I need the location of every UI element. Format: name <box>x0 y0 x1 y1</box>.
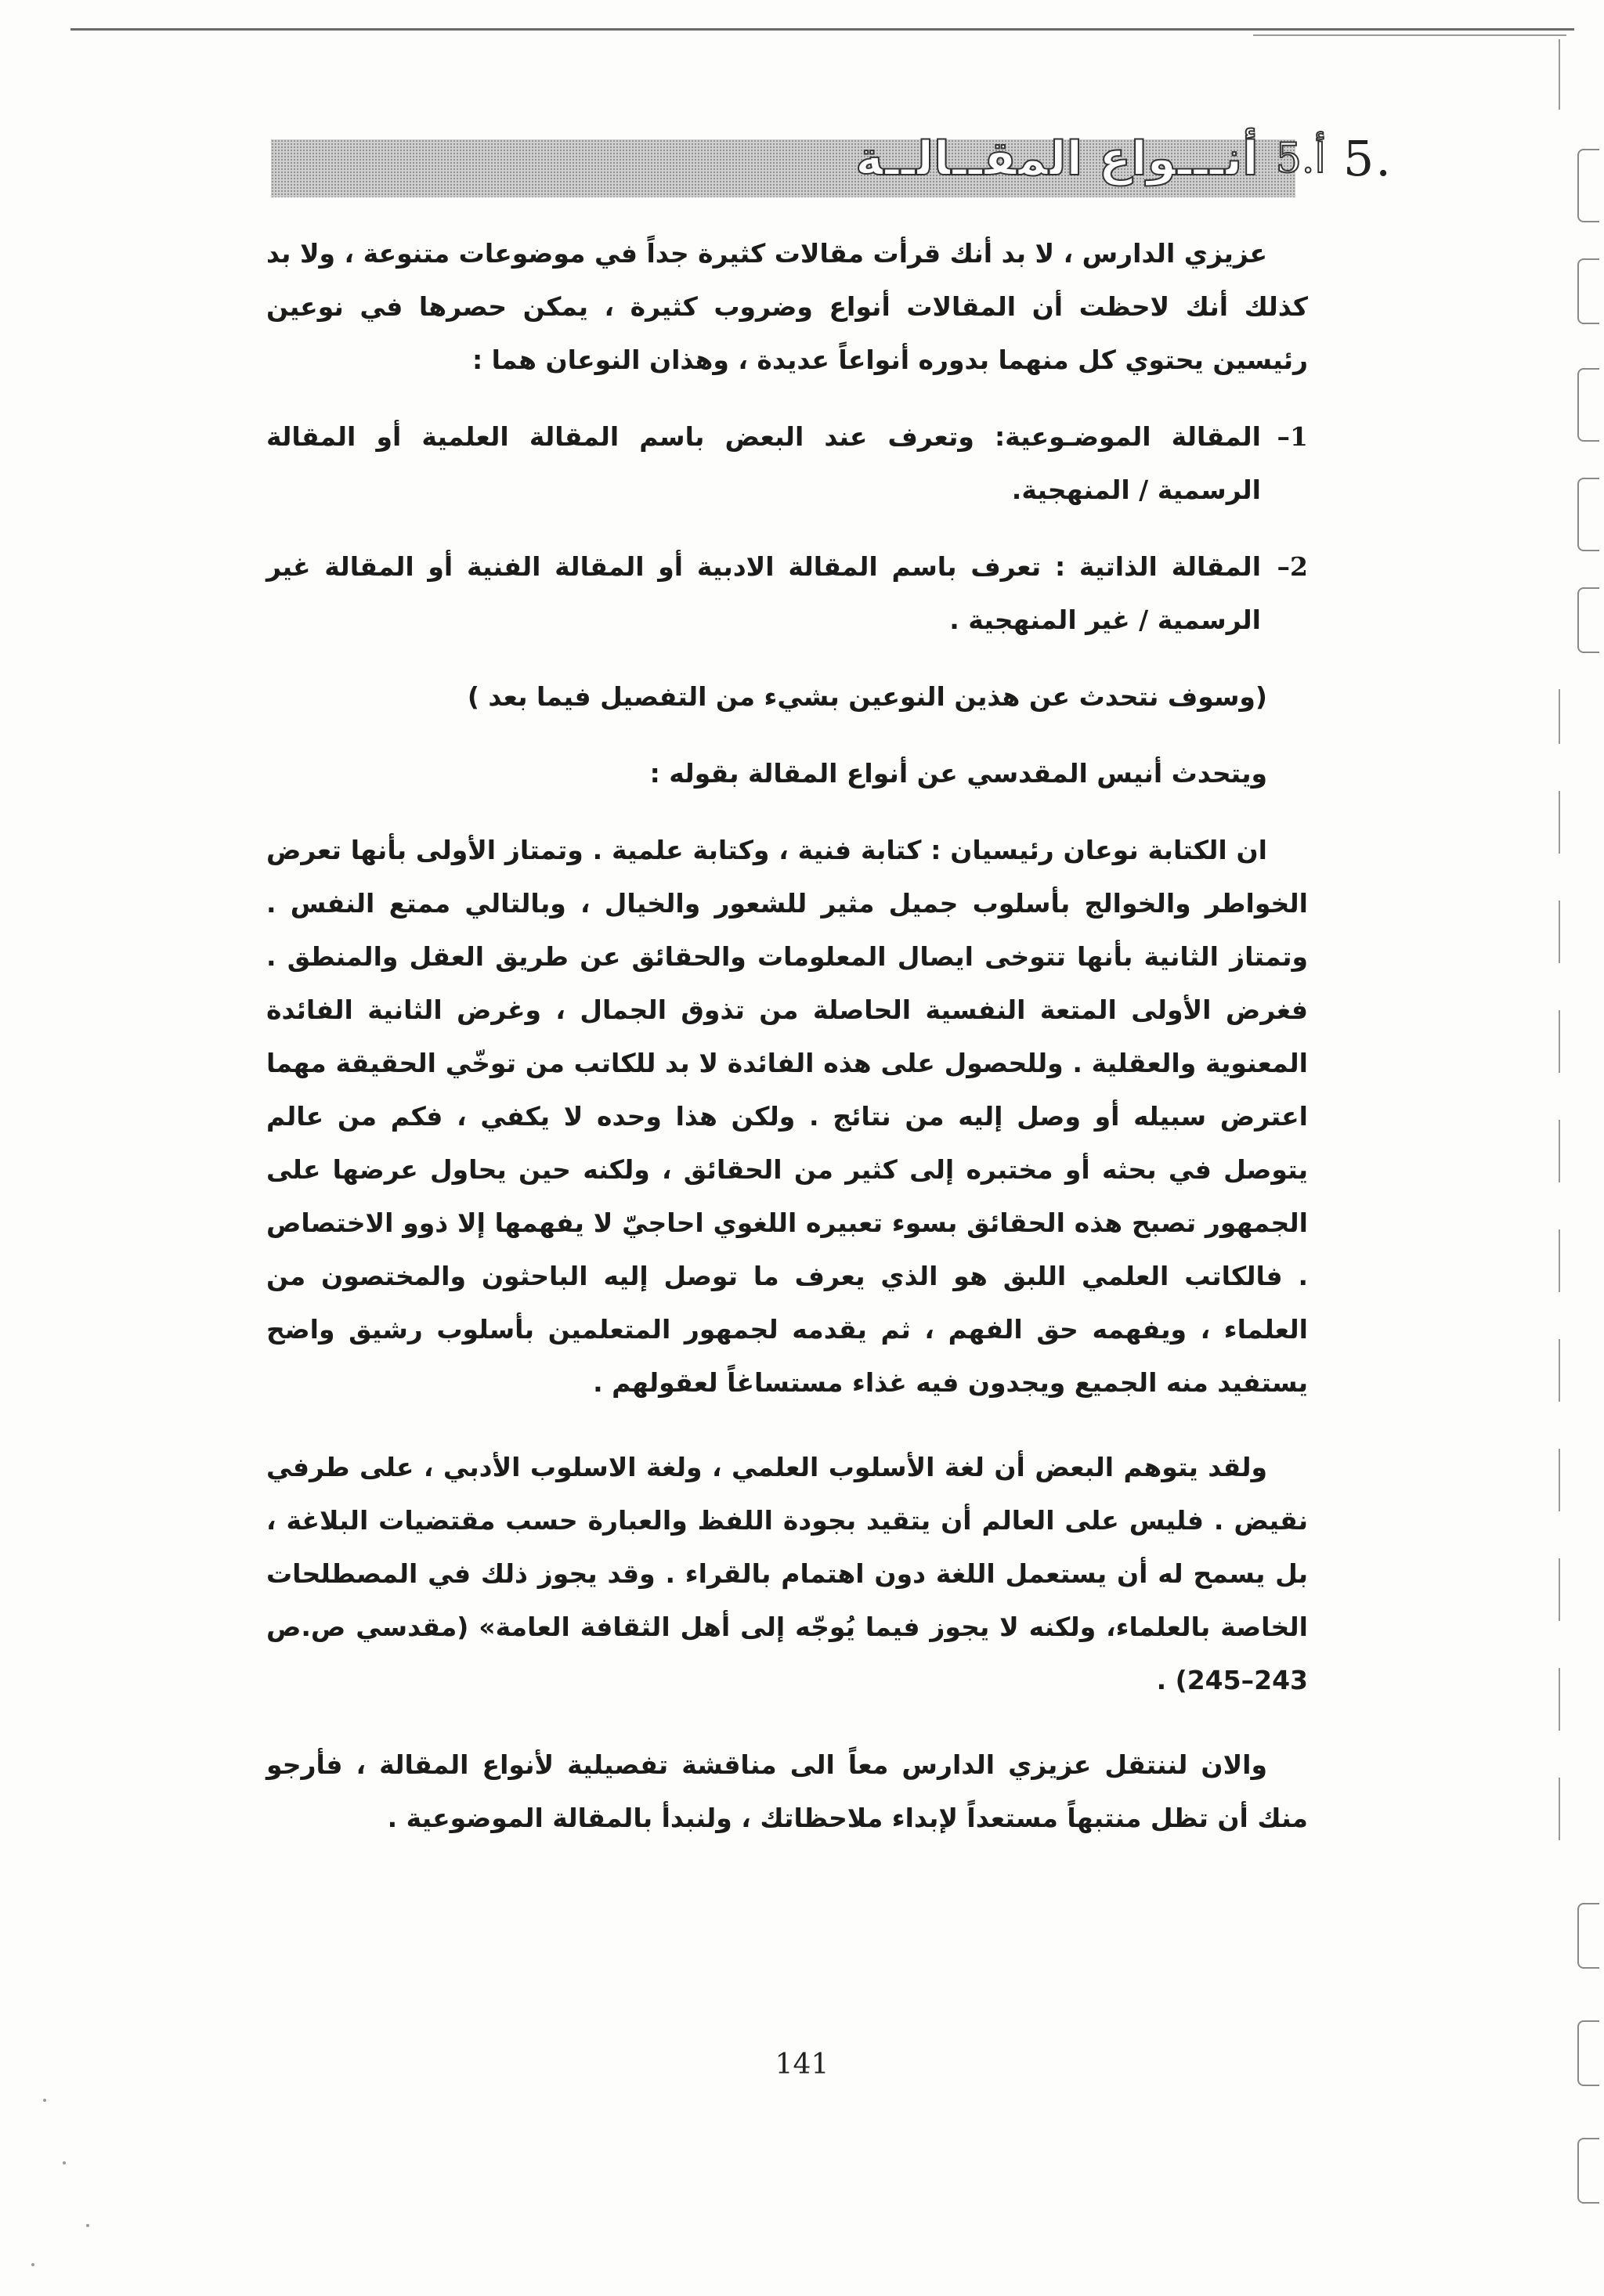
section-number: 5. <box>1342 130 1393 187</box>
binding-edge-line <box>1559 1229 1560 1292</box>
quote-paragraph: ان الكتابة نوعان رئيسيان : كتابة فنية ، وكتابة علمية . وتمتاز الأولى بأنها تعرض الخواطر والخوالج بأسلوب جميل مثير للشعور والخيال ، وبالتالي ممتع النفس . وتمتاز الثانية بأنها تتوخى ايصال المعلومات والحقائق عن طريق العقل والمنطق . فغرض الأولى المتعة النفسية الحاصلة من تذوق الجمال ، وغرض الثانية الفائدة المعنوية والعقلية . وللحصول على هذه الفائدة لا بد للكاتب من توخّي الحقيقة مهما اعترض سبيله أو وصل إليه من نتائج . ولكن هذا وحده لا يكفي ، فكم من عالم يتوصل في بحثه أو مختبره إلى كثير من الحقائق ، ولكنه حين يحاول عرضها على الجمهور تصبح هذه الحقائق بسوء تعبيره اللغوي احاجيّ لا يفهمها إلا ذوو الاختصاص . فالكاتب العلمي اللبق هو الذي يعرف ما توصل إليه الباحثون والمختصون من العلماء ، ويفهمه حق الفهم ، ثم يقدمه لجمهور المتعلمين بأسلوب رشيق واضح يستفيد منه الجميع ويجدون فيه غذاء مستساغاً لعقولهم . <box>266 835 1308 1398</box>
binding-edge-line <box>1559 1778 1560 1840</box>
binding-edge-line <box>1559 689 1560 744</box>
body-text <box>266 227 1308 1845</box>
binding-mark <box>1577 478 1599 551</box>
list-term: المقالة الموضـوعية: <box>994 421 1261 452</box>
quote-intro: ويتحدث أنيس المقدسي عن أنواع المقالة بقوله : <box>649 758 1267 789</box>
scan-speck <box>31 2263 34 2266</box>
binding-edge-line <box>1559 791 1560 854</box>
binding-edge-line <box>1559 1449 1560 1511</box>
binding-mark <box>1577 149 1599 222</box>
list-marker: 2– <box>1277 551 1308 582</box>
binding-mark <box>1577 258 1599 324</box>
binding-edge-line <box>1559 1339 1560 1402</box>
binding-mark <box>1577 368 1599 442</box>
section-heading <box>855 130 1393 187</box>
binding-edge-line <box>1559 39 1560 110</box>
list-text: وتعرف عند البعض باسم المقالة العلمية أو المقالة الرسمية / المنهجية. <box>266 421 1261 505</box>
binding-edge-line <box>1559 1668 1560 1731</box>
intro-paragraph: عزيزي الدارس ، لا بد أنك قرأت مقالات كثيرة جداً في موضوعات متنوعة ، ولا بد كذلك أنك لاحظت أن المقالات أنواع وضروب كثيرة ، يمكن حصرها في نوعين رئيسين يحتوي كل منهما بدوره أنواعاً عديدة ، وهذان النوعان هما : <box>266 238 1308 375</box>
scan-speck <box>86 2224 89 2227</box>
binding-mark <box>1577 1903 1599 1969</box>
list-term: المقالة الذاتية : <box>1054 551 1261 582</box>
top-scan-rule-secondary <box>1253 34 1566 36</box>
binding-edge-line <box>1559 1010 1560 1073</box>
list-item <box>266 540 1308 647</box>
page-number: 141 <box>775 2049 829 2081</box>
list-marker: 1– <box>1277 421 1308 452</box>
binding-mark <box>1577 2138 1599 2204</box>
scan-speck <box>63 2161 66 2164</box>
subsection-number: 5.أ <box>1275 135 1326 182</box>
section-title: أنـــواع المقــالــة <box>855 131 1259 186</box>
note-paragraph: (وسوف نتحدث عن هذين النوعين بشيء من التفصيل فيما بعد ) <box>467 681 1267 712</box>
top-scan-rule <box>70 28 1574 31</box>
list-text: تعرف باسم المقالة الادبية أو المقالة الفنية أو المقالة غير الرسمية / غير المنهجية . <box>266 551 1261 635</box>
list-item <box>266 410 1308 517</box>
binding-edge-line <box>1559 1558 1560 1621</box>
second-paragraph: ولقد يتوهم البعض أن لغة الأسلوب العلمي ، ولغة الاسلوب الأدبي ، على طرفي نقيض . فليس على العالم أن يتقيد بجودة اللفظ والعبارة حسب مقتضيات البلاغة ، بل يسمح له أن يستعمل اللغة دون اهتمام بالقراء . وقد يجوز ذلك في المصطلحات الخاصة بالعلماء، ولكنه لا يجوز فيما يُوجّه إلى أهل الثقافة العامة» (مقدسي ص.ص 243–245) . <box>266 1452 1308 1695</box>
binding-edge-line <box>1559 1120 1560 1182</box>
binding-mark <box>1577 587 1599 653</box>
closing-paragraph: والان لننتقل عزيزي الدارس معاً الى مناقشة تفصيلية لأنواع المقالة ، فأرجو منك أن تظل منتبهاً مستعداً لإبداء ملاحظاتك ، ولنبدأ بالمقالة الموضوعية . <box>266 1749 1308 1833</box>
binding-edge-line <box>1559 901 1560 963</box>
scan-speck <box>43 2099 46 2102</box>
